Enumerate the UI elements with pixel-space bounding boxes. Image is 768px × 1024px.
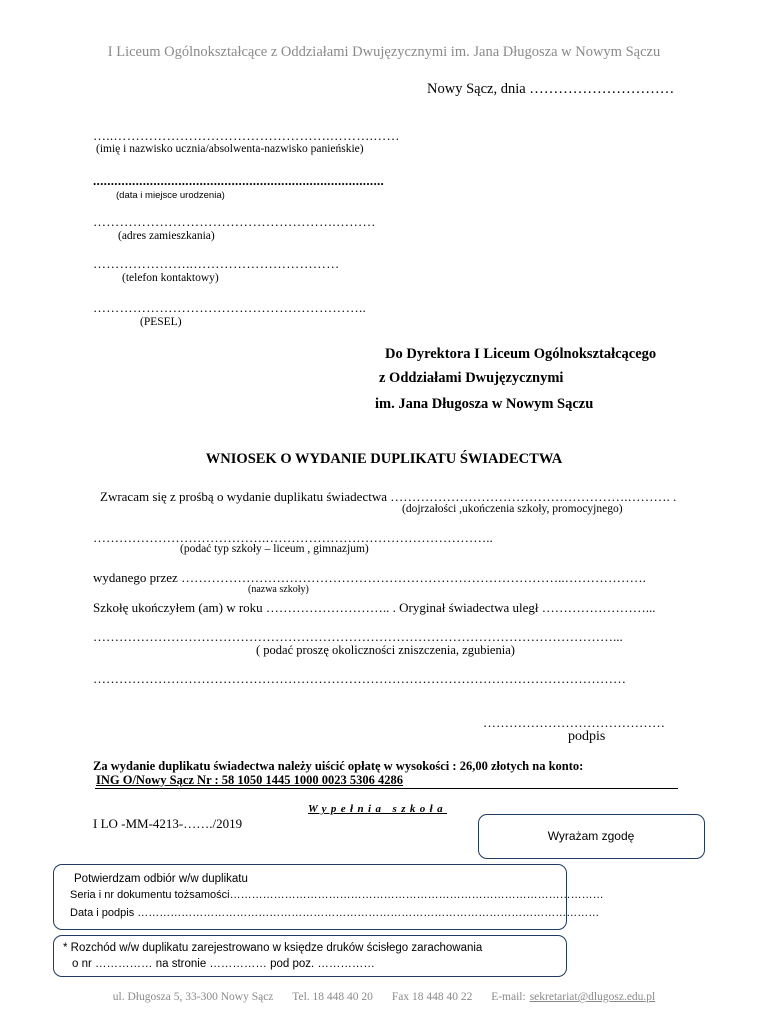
addressee-line-1: Do Dyrektora I Liceum Ogólnokształcącego [385,346,657,362]
consent-label: Wyrażam zgodę [547,829,635,843]
school-name-caption: (nazwa szkoły) [248,584,309,595]
issued-by-line: wydanego przez ……………………………………………………………………………..………………. [93,570,646,585]
phone-caption: (telefon kontaktowy) [122,272,219,284]
date-line: Nowy Sącz, dnia ………………………… [427,81,675,97]
circumstances-caption: ( podać proszę okoliczności zniszczenia, zgubienia) [256,643,515,657]
pesel-dots: …………………………………………………….. [93,300,367,315]
receipt-box [53,864,604,930]
certificate-type-caption: (dojrzałości ,ukończenia szkoły, promocyjnego) [402,503,623,515]
section-divider [95,788,678,789]
footer [0,991,768,1003]
signature-label: podpis [568,729,606,744]
school-header: I Liceum Ogólnokształcące z Oddziałami Dwujęzycznymi im. Jana Długosza w Nowym Sączu [107,44,661,60]
footer-email-link[interactable]: sekretariat@dlugosz.edu.pl [529,991,656,1003]
pesel-caption: (PESEL) [140,316,182,328]
footer-address: ul. Długosza 5, 33-300 Nowy Sącz [112,991,274,1003]
consent-box [478,814,705,859]
birth-dots: .................................................................................. [93,173,385,188]
school-type-dots: ………………………………….…………………………………………….. [93,530,493,545]
name-caption: (imię i nazwisko ucznia/absolwenta-nazwisko panieńskie) [96,143,364,155]
bank-account: ING O/Nowy Sącz Nr : 58 1050 1445 1000 0023 5306 4286 [96,773,404,787]
graduation-year-line: Szkołę ukończyłem (am) w roku ……………………….. . Oryginał świadectwa uległ ……………………... [93,600,656,615]
reference-number: I LO -MM-4213-……./2019 [93,816,243,831]
footer-fax: Fax 18 448 40 22 [391,991,473,1003]
receipt-date-signature-line: Data i podpis ……………………………………………………………………………………………………………… [70,907,600,919]
form-title: WNIOSEK O WYDANIE DUPLIKATU ŚWIADECTWA [205,451,563,467]
addressee-line-2: z Oddziałami Dwujęzycznymi [379,370,564,386]
footer-email-label: E-mail: [491,991,526,1003]
receipt-title: Potwierdzam odbiór w/w duplikatu [74,873,248,885]
phone-dots: …………………..…………………………… [93,256,340,271]
school-type-caption: (podać typ szkoły – liceum , gimnazjum) [180,543,369,555]
id-document-line: Seria i nr dokumentu tożsamości………………………………………………………………………………………… [70,889,604,901]
fee-line: Za wydanie duplikatu świadectwa należy uiścić opłatę w wysokości : 26,00 złotych na konto: [93,759,584,773]
footer-phone: Tel. 18 448 40 20 [292,991,373,1003]
registry-box [53,935,567,977]
signature-dots: …………………………………… [483,715,665,730]
school-section-label: Wypełnia szkoła [308,803,448,815]
birth-caption: (data i miejsce urodzenia) [116,190,225,201]
circumstances-dots: …………………………………………………………………………………………………………... [93,629,623,644]
registry-line-1: * Rozchód w/w duplikatu zarejestrowano w księdze druków ścisłego zarachowania [63,942,483,954]
name-dots: …..………………………………………….……….…… [93,128,400,143]
address-caption: (adres zamieszkania) [118,230,215,242]
circumstances-dots-2: …………………………………………………………………………………………………………… [93,671,626,686]
addressee-line-3: im. Jana Długosza w Nowym Sączu [375,396,594,412]
registry-line-2: o nr …………… na stronie …………… pod poz. …………… [72,958,375,970]
address-dots: ……………………………………………….……… [93,214,376,229]
request-line: Zwracam się z prośbą o wydanie duplikatu świadectwa ……………………………………………….………. . [100,489,677,504]
